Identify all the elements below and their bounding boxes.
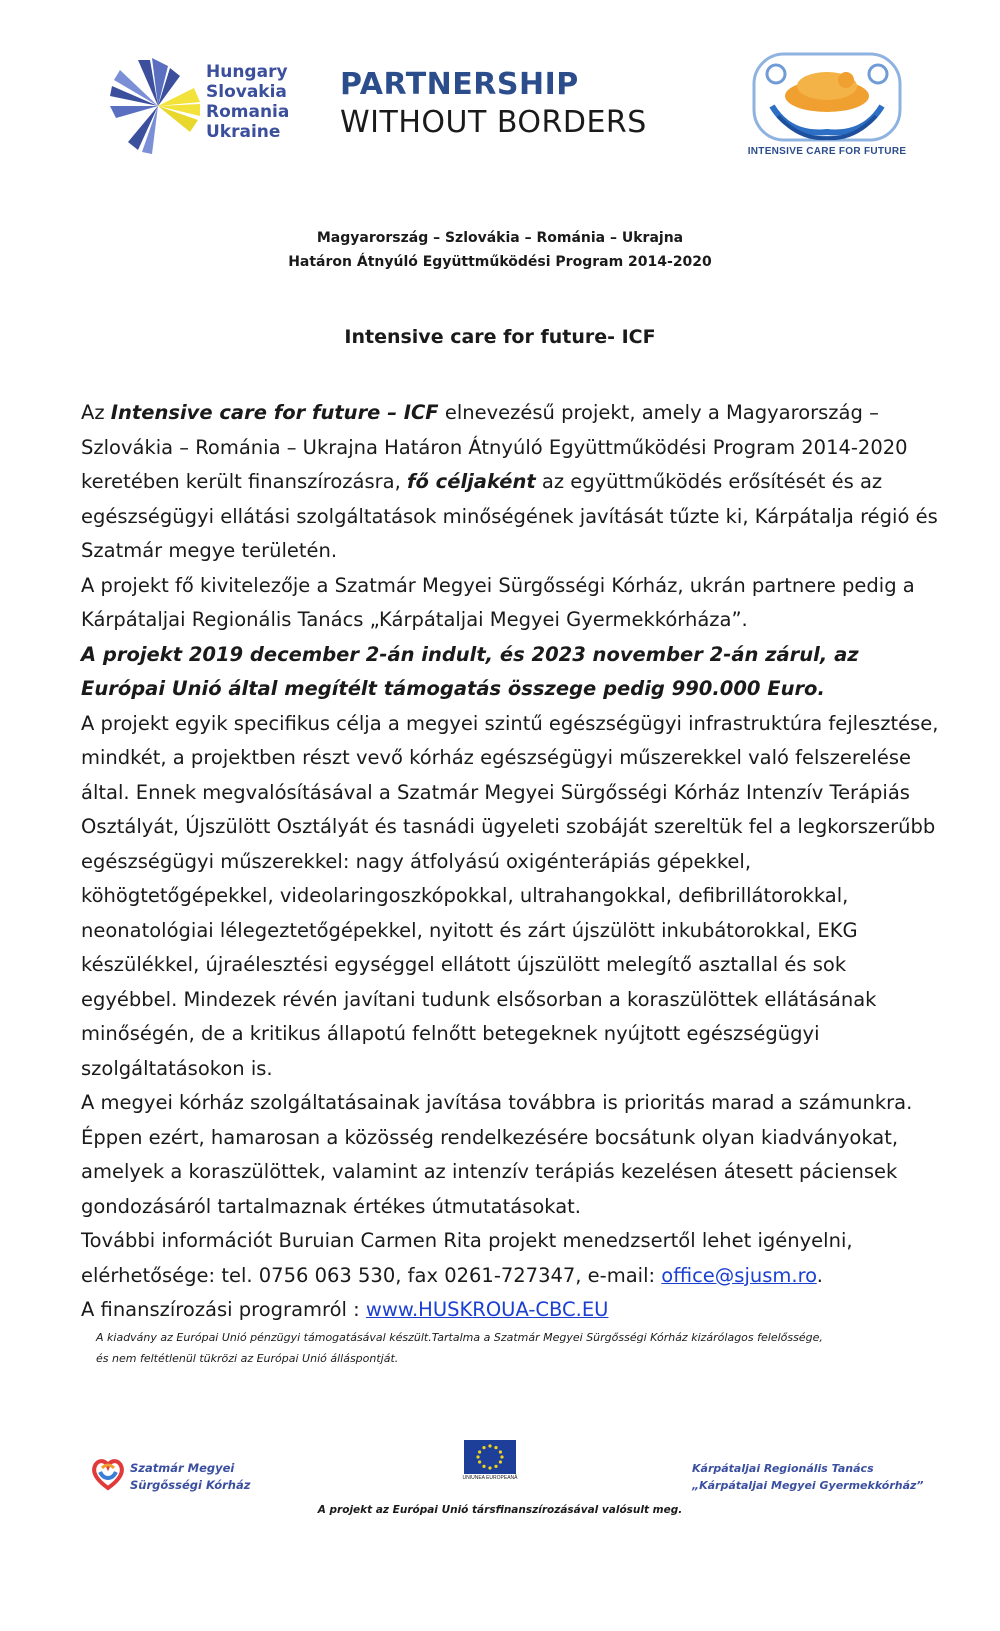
text-span: . — [816, 1263, 823, 1287]
project-name: Intensive care for future – ICF — [110, 401, 439, 424]
country-list — [206, 62, 289, 142]
text-span: A finanszírozási programról : — [81, 1298, 366, 1321]
paragraph-program-link — [81, 1293, 941, 1328]
eu-flag-icon — [460, 1440, 520, 1474]
text-span: További információt Buruian Carmen Rita projekt menedzsertől lehet igényelni, elérhetősége: tel. 0756 063 530, fax 0261-727347, e-mail: — [81, 1229, 853, 1287]
partnership-line1: PARTNERSHIP — [340, 67, 579, 102]
paragraph-intro — [81, 396, 941, 569]
partner-line2: „Kárpátaljai Megyei Gyermekkórház” — [692, 1479, 924, 1492]
hospital-name — [130, 1460, 250, 1494]
hospital-name-line2: Sürgősségi Kórház — [130, 1478, 251, 1492]
paragraph-contact — [81, 1224, 941, 1293]
eu-caption: UNIUNEA EUROPEANĂ — [462, 1475, 518, 1481]
icf-caption: INTENSIVE CARE FOR FUTURE — [747, 146, 907, 157]
partner-line1: Kárpátaljai Regionális Tanács — [692, 1462, 874, 1475]
eu-flag-logo — [460, 1440, 520, 1488]
disclaimer — [96, 1327, 936, 1369]
icf-logo — [742, 50, 912, 165]
disclaimer-line1: A kiadvány az Európai Unió pénzügyi támogatásával készült.Tartalma a Szatmár Megyei Sürgősségi Kórház kizárólagos felelőssége, — [96, 1331, 823, 1344]
hungary-slovakia-romania-ukraine-logo — [108, 58, 288, 158]
cofinancing-note: A projekt az Európai Unió társfinanszírozásával valósult meg. — [317, 1504, 683, 1516]
program-line1: Magyarország – Szlovákia – Románia – Ukrajna — [316, 230, 684, 246]
intensive-care-logo-icon — [742, 50, 912, 145]
partnership-line2: WITHOUT BORDERS — [340, 105, 647, 140]
program-heading — [0, 226, 1000, 274]
country-romania: Romania — [206, 102, 290, 122]
hospital-name-line1: Szatmár Megyei — [130, 1461, 235, 1475]
partnership-heading — [340, 66, 647, 142]
page-title: Intensive care for future- ICF — [344, 326, 656, 348]
main-goal-emphasis: fő céljaként — [406, 470, 536, 493]
text-span: elnevezésű projekt, amely a Magyarország – Szlovákia – Románia – Ukrajna Határon Átnyúló Együttműködési Program 2014-2020 keretében került finanszírozásra, — [81, 401, 908, 493]
header — [0, 0, 1000, 180]
footer-hospital-logo — [90, 1456, 290, 1500]
program-website-link[interactable]: www.HUSKROUA-CBC.EU — [365, 1298, 609, 1321]
hospital-heart-icon — [90, 1456, 126, 1492]
paragraph-dates-funding: A projekt 2019 december 2-án indult, és 2023 november 2-án zárul, az Európai Unió által megítélt támogatás összege pedig 990.000 Euro. — [81, 642, 859, 700]
paragraph-partners: A projekt fő kivitelezője a Szatmár Megyei Sürgősségi Kórház, ukrán partnere pedig a Kárpátaljai Regionális Tanács „Kárpátaljai Megyei Gyermekkórháza”. — [81, 573, 915, 631]
paragraph-priorities: A megyei kórház szolgáltatásainak javítása továbbra is prioritás marad a számunkra. Éppen ezért, hamarosan a közösség rendelkezésére bocsátunk olyan kiadványokat, amelyek a koraszülöttek, valamint az intenzív terápiás kezelésen átesett páciensek gondozásáról tartalmaznak értékes útmutatásokat. — [81, 1091, 913, 1218]
paragraph-objectives: A projekt egyik specifikus célja a megyei szintű egészségügyi infrastruktúra fejlesztése, mindkét, a projektben részt vevő kórház egészségügyi műszerekkel való felszerelése által. Ennek megvalósításával a Szatmár Megyei Sürgősségi Kórház Intenzív Terápiás Osztályát, Újszülött Osztályát és tasnádi ügyeleti szobáját szereltük fel a legkorszerűbb egészségügyi műszerekkel: nagy átfolyású oxigénterápiás gépekkel, köhögtetőgépekkel, videolaringoszkópokkal, ultrahangokkal, defibrillátorokkal, neonatológiai lélegeztetőgépekkel, nyitott és zárt újszülött inkubátorokkal, EKG készülékkel, újraélesztési egységgel ellátott újszülött melegítő asztallal és sok egyébbel. Mindezek révén javítani tudunk elsősorban a koraszülöttek ellátásának minőségén, de a kritikus állapotú felnőtt betegeknek nyújtott egészségügyi szolgáltatásokon is. — [81, 711, 939, 1080]
country-hungary: Hungary — [206, 62, 288, 82]
program-line2: Határon Átnyúló Együttműködési Program 2014-2020 — [288, 254, 712, 270]
text-span: az együttműködés erősítését és az egészségügyi ellátási szolgáltatások minőségének javítását tűzte ki, Kárpátalja régió és Szatmár megye területén. — [81, 470, 938, 562]
email-link[interactable]: office@sjusm.ro — [661, 1263, 817, 1287]
body-text — [81, 396, 941, 1328]
star-logo-icon — [108, 58, 203, 158]
disclaimer-line2: és nem feltétlenül tükrözi az Európai Unió álláspontját. — [96, 1352, 399, 1365]
footer-partner — [692, 1460, 932, 1494]
text-span: Az — [81, 401, 111, 424]
country-slovakia: Slovakia — [206, 82, 287, 102]
country-ukraine: Ukraine — [206, 122, 281, 142]
